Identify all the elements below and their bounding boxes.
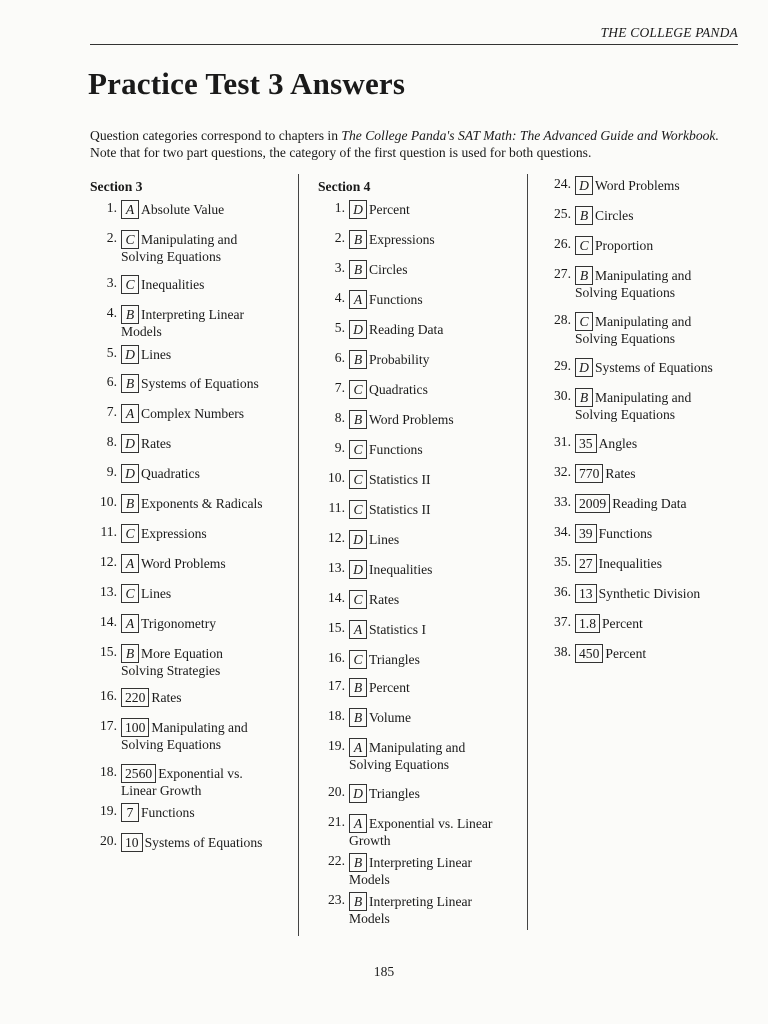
- question-number: 3.: [334, 260, 345, 275]
- answer-body: [121, 764, 291, 800]
- category-label: Interpreting Linear: [141, 307, 245, 322]
- category-label: Manipulating and: [595, 314, 692, 329]
- category-label: Inequalities: [598, 556, 663, 571]
- column-divider: [527, 174, 528, 930]
- question-number: 38.: [554, 644, 571, 659]
- answer-body: [349, 620, 519, 639]
- answer-body: [121, 374, 291, 393]
- answer-box: B: [349, 892, 367, 911]
- answer-body: [121, 345, 291, 364]
- answer-body: [349, 350, 519, 369]
- question-number: 1.: [106, 200, 117, 215]
- question-number: 14.: [100, 614, 117, 629]
- answer-body: [121, 494, 291, 513]
- category-label: Angles: [598, 436, 638, 451]
- category-label-continued: Solving Equations: [575, 331, 676, 346]
- answer-body: [349, 650, 519, 669]
- answer-body: [121, 434, 291, 453]
- category-label-continued: Linear Growth: [121, 783, 202, 798]
- question-number: 17.: [100, 718, 117, 733]
- question-number: 26.: [554, 236, 571, 251]
- question-number: 23.: [328, 892, 345, 907]
- question-number: 16.: [100, 688, 117, 703]
- question-number: 32.: [554, 464, 571, 479]
- answer-body: [349, 470, 519, 489]
- category-label: Percent: [605, 646, 647, 661]
- question-number: 12.: [328, 530, 345, 545]
- answer-box: C: [349, 380, 367, 399]
- question-number: 19.: [100, 803, 117, 818]
- answer-body: [575, 266, 745, 302]
- answer-body: [349, 590, 519, 609]
- question-number: 15.: [100, 644, 117, 659]
- answer-box: B: [349, 350, 367, 369]
- question-number: 22.: [328, 853, 345, 868]
- category-label: Rates: [141, 436, 172, 451]
- category-label: Word Problems: [595, 178, 680, 193]
- answer-box: 39: [575, 524, 597, 543]
- category-label: Rates: [369, 592, 400, 607]
- question-number: 7.: [334, 380, 345, 395]
- question-number: 1.: [334, 200, 345, 215]
- answer-body: [121, 803, 291, 822]
- question-number: 3.: [106, 275, 117, 290]
- answer-box: B: [349, 260, 367, 279]
- question-number: 8.: [106, 434, 117, 449]
- answer-box: C: [121, 230, 139, 249]
- answer-body: [349, 560, 519, 579]
- page-number: 185: [373, 964, 395, 979]
- answer-body: [121, 404, 291, 423]
- answer-box: D: [349, 200, 367, 219]
- answer-box: B: [575, 206, 593, 225]
- answer-box: D: [575, 358, 593, 377]
- answer-box: B: [349, 230, 367, 249]
- answer-box: B: [121, 305, 139, 324]
- answer-box: C: [121, 584, 139, 603]
- answer-body: [121, 584, 291, 603]
- answer-body: [121, 464, 291, 483]
- answer-body: [349, 320, 519, 339]
- answer-box: D: [575, 176, 593, 195]
- answer-body: [349, 892, 519, 928]
- category-label: Reading Data: [369, 322, 444, 337]
- answer-box: A: [121, 404, 139, 423]
- answer-body: [349, 853, 519, 889]
- answer-box: A: [121, 200, 139, 219]
- category-label: Lines: [369, 532, 400, 547]
- question-number: 16.: [328, 650, 345, 665]
- category-label: Word Problems: [141, 556, 226, 571]
- column-divider: [298, 174, 299, 936]
- category-label: Rates: [151, 690, 182, 705]
- answer-body: [575, 236, 745, 255]
- answer-box: 13: [575, 584, 597, 603]
- question-number: 10.: [100, 494, 117, 509]
- answer-box: 2560: [121, 764, 156, 783]
- category-label: Interpreting Linear: [369, 894, 473, 909]
- answer-box: C: [349, 590, 367, 609]
- answer-body: [349, 814, 519, 850]
- answer-box: A: [349, 620, 367, 639]
- category-label: Reading Data: [612, 496, 687, 511]
- question-number: 29.: [554, 358, 571, 373]
- answer-body: [575, 644, 745, 663]
- answer-box: D: [121, 434, 139, 453]
- category-label: Statistics II: [369, 472, 431, 487]
- question-number: 7.: [106, 404, 117, 419]
- intro-note: Note that for two part questions, the category of the first question is used for both questions.: [90, 145, 592, 160]
- category-label: Absolute Value: [141, 202, 225, 217]
- answer-body: [575, 312, 745, 348]
- category-label: Word Problems: [369, 412, 454, 427]
- answer-body: [121, 230, 291, 266]
- question-number: 10.: [328, 470, 345, 485]
- answer-body: [349, 230, 519, 249]
- category-label-continued: Growth: [349, 833, 391, 848]
- category-label: Functions: [369, 442, 423, 457]
- answer-body: [575, 206, 745, 225]
- question-number: 12.: [100, 554, 117, 569]
- question-number: 34.: [554, 524, 571, 539]
- answer-body: [121, 275, 291, 294]
- category-label-continued: Solving Equations: [121, 737, 222, 752]
- category-label-continued: Solving Equations: [575, 285, 676, 300]
- category-label: Synthetic Division: [598, 586, 701, 601]
- answer-body: [349, 410, 519, 429]
- category-label: Quadratics: [141, 466, 200, 481]
- category-label: Manipulating and: [595, 268, 692, 283]
- category-label-continued: Solving Strategies: [121, 663, 221, 678]
- answer-body: [121, 644, 291, 680]
- answer-box: C: [575, 236, 593, 255]
- question-number: 20.: [328, 784, 345, 799]
- question-number: 9.: [334, 440, 345, 455]
- question-number: 18.: [328, 708, 345, 723]
- intro-book-title: The College Panda's SAT Math: The Advanced Guide and Workbook.: [341, 128, 719, 143]
- answer-body: [349, 500, 519, 519]
- answer-box: C: [121, 524, 139, 543]
- category-label-continued: Solving Equations: [575, 407, 676, 422]
- answer-box: B: [121, 494, 139, 513]
- answer-body: [349, 708, 519, 727]
- question-number: 4.: [106, 305, 117, 320]
- running-head: [90, 22, 738, 45]
- answer-box: 2009: [575, 494, 610, 513]
- category-label: Functions: [598, 526, 653, 541]
- question-number: 11.: [328, 500, 345, 515]
- section-3-heading: Section 3: [90, 179, 143, 194]
- question-number: 33.: [554, 494, 571, 509]
- question-number: 13.: [328, 560, 345, 575]
- question-number: 20.: [100, 833, 117, 848]
- answer-box: B: [349, 410, 367, 429]
- answer-box: B: [349, 708, 367, 727]
- answer-box: B: [349, 678, 367, 697]
- question-number: 31.: [554, 434, 571, 449]
- answer-box: A: [349, 738, 367, 757]
- category-label: Statistics I: [369, 622, 427, 637]
- answer-box: B: [349, 853, 367, 872]
- category-label: Statistics II: [369, 502, 431, 517]
- question-number: 9.: [106, 464, 117, 479]
- intro-text: Question categories correspond to chapters in: [90, 128, 342, 143]
- question-number: 25.: [554, 206, 571, 221]
- answer-body: [349, 678, 519, 697]
- category-label: Volume: [369, 710, 412, 725]
- answer-body: [349, 380, 519, 399]
- category-label: Probability: [369, 352, 430, 367]
- category-label: Expressions: [141, 526, 207, 541]
- question-number: 15.: [328, 620, 345, 635]
- answer-box: B: [575, 388, 593, 407]
- answer-box: 27: [575, 554, 597, 573]
- question-number: 5.: [334, 320, 345, 335]
- answer-body: [349, 440, 519, 459]
- category-label: Systems of Equations: [141, 376, 259, 391]
- category-label: Manipulating and: [151, 720, 248, 735]
- answer-box: 220: [121, 688, 149, 707]
- answer-body: [349, 200, 519, 219]
- category-label: Inequalities: [369, 562, 433, 577]
- category-label: Interpreting Linear: [369, 855, 473, 870]
- answer-box: C: [121, 275, 139, 294]
- answer-body: [575, 494, 745, 513]
- answer-box: A: [349, 814, 367, 833]
- category-label-continued: Models: [349, 911, 390, 926]
- category-label: More Equation: [141, 646, 223, 661]
- answer-box: 35: [575, 434, 597, 453]
- answer-body: [575, 176, 745, 195]
- category-label: Trigonometry: [141, 616, 217, 631]
- intro-paragraph: [90, 127, 750, 161]
- category-label-continued: Solving Equations: [121, 249, 222, 264]
- answer-box: B: [121, 374, 139, 393]
- question-number: 4.: [334, 290, 345, 305]
- answer-body: [575, 388, 745, 424]
- answer-box: 10: [121, 833, 143, 852]
- question-number: 37.: [554, 614, 571, 629]
- page-title: Practice Test 3 Answers: [88, 66, 406, 101]
- answer-body: [575, 584, 745, 603]
- question-number: 17.: [328, 678, 345, 693]
- category-label: Quadratics: [369, 382, 428, 397]
- question-number: 6.: [334, 350, 345, 365]
- category-label: Complex Numbers: [141, 406, 245, 421]
- answer-box: D: [349, 530, 367, 549]
- question-number: 18.: [100, 764, 117, 779]
- category-label: Rates: [605, 466, 636, 481]
- category-label: Percent: [602, 616, 643, 631]
- category-label: Proportion: [595, 238, 654, 253]
- question-number: 27.: [554, 266, 571, 281]
- answer-box: D: [121, 345, 139, 364]
- question-number: 8.: [334, 410, 345, 425]
- answer-box: 100: [121, 718, 149, 737]
- answer-box: D: [349, 560, 367, 579]
- category-label: Manipulating and: [369, 740, 466, 755]
- category-label-continued: Models: [121, 324, 162, 339]
- question-number: 2.: [334, 230, 345, 245]
- answer-body: [575, 464, 745, 483]
- answer-box: B: [121, 644, 139, 663]
- category-label: Exponential vs.: [158, 766, 243, 781]
- category-label-continued: Models: [349, 872, 390, 887]
- question-number: 19.: [328, 738, 345, 753]
- question-number: 13.: [100, 584, 117, 599]
- answer-box: 770: [575, 464, 603, 483]
- question-number: 11.: [100, 524, 117, 539]
- answer-body: [121, 305, 291, 341]
- answer-box: A: [121, 554, 139, 573]
- answer-body: [121, 200, 291, 219]
- category-label: Systems of Equations: [144, 835, 263, 850]
- answer-body: [349, 290, 519, 309]
- running-head-text: THE COLLEGE PANDA: [600, 25, 738, 40]
- answer-body: [575, 614, 745, 633]
- answer-body: [575, 554, 745, 573]
- answer-box: D: [349, 320, 367, 339]
- category-label: Exponential vs. Linear: [369, 816, 493, 831]
- answer-box: D: [349, 784, 367, 803]
- category-label: Functions: [141, 805, 195, 820]
- answer-box: C: [349, 470, 367, 489]
- category-label: Functions: [369, 292, 423, 307]
- question-number: 2.: [106, 230, 117, 245]
- question-number: 36.: [554, 584, 571, 599]
- question-number: 21.: [328, 814, 345, 829]
- answer-box: C: [349, 500, 367, 519]
- question-number: 35.: [554, 554, 571, 569]
- question-number: 24.: [554, 176, 571, 191]
- answer-body: [575, 434, 745, 453]
- answer-body: [349, 784, 519, 803]
- answer-body: [121, 614, 291, 633]
- answer-body: [121, 833, 291, 852]
- question-number: 14.: [328, 590, 345, 605]
- question-number: 6.: [106, 374, 117, 389]
- answer-box: 1.8: [575, 614, 600, 633]
- question-number: 28.: [554, 312, 571, 327]
- category-label: Manipulating and: [595, 390, 692, 405]
- category-label: Triangles: [369, 652, 420, 667]
- section-4-heading: Section 4: [318, 179, 371, 194]
- answer-body: [121, 688, 291, 707]
- answer-body: [121, 554, 291, 573]
- category-label: Exponents & Radicals: [141, 496, 263, 511]
- answer-body: [575, 524, 745, 543]
- category-label: Expressions: [369, 232, 435, 247]
- category-label-continued: Solving Equations: [349, 757, 450, 772]
- category-label: Triangles: [369, 786, 420, 801]
- category-label: Systems of Equations: [595, 360, 713, 375]
- answer-box: C: [349, 440, 367, 459]
- category-label: Percent: [369, 680, 410, 695]
- answer-body: [575, 358, 745, 377]
- answer-body: [121, 718, 291, 754]
- answer-body: [121, 524, 291, 543]
- answer-box: C: [575, 312, 593, 331]
- category-label: Manipulating and: [141, 232, 238, 247]
- question-number: 5.: [106, 345, 117, 360]
- category-label: Lines: [141, 347, 172, 362]
- category-label: Inequalities: [141, 277, 205, 292]
- answer-box: C: [349, 650, 367, 669]
- answer-body: [349, 530, 519, 549]
- answer-box: B: [575, 266, 593, 285]
- answer-body: [349, 738, 519, 774]
- question-number: 30.: [554, 388, 571, 403]
- answer-box: A: [121, 614, 139, 633]
- answer-body: [349, 260, 519, 279]
- category-label: Lines: [141, 586, 172, 601]
- category-label: Circles: [369, 262, 408, 277]
- category-label: Circles: [595, 208, 634, 223]
- answer-box: A: [349, 290, 367, 309]
- answer-box: D: [121, 464, 139, 483]
- category-label: Percent: [369, 202, 410, 217]
- answer-box: 7: [121, 803, 139, 822]
- answer-box: 450: [575, 644, 603, 663]
